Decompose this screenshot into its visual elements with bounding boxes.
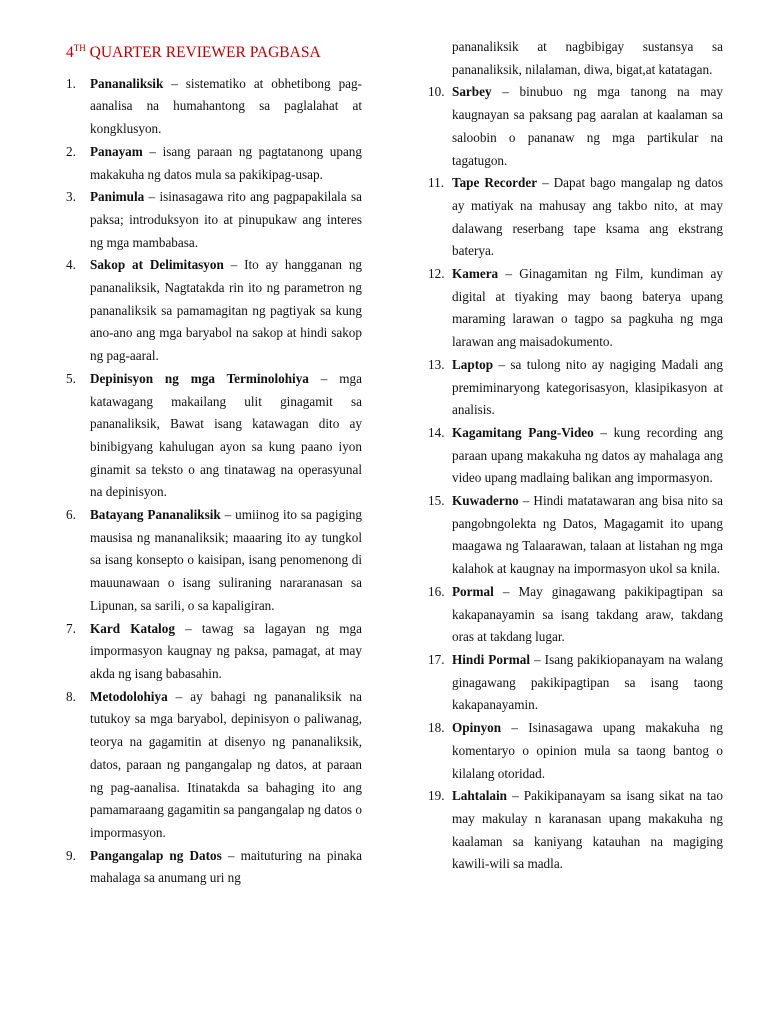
item-number: 6.	[66, 507, 76, 523]
item-number: 10.	[428, 84, 445, 100]
item-number: 2.	[66, 143, 76, 159]
list-item	[428, 717, 723, 785]
item-term: Sarbey	[452, 84, 492, 100]
list-item	[428, 354, 723, 422]
item-number: 7.	[66, 620, 76, 636]
item-number: 11.	[428, 175, 444, 191]
list-item	[66, 845, 362, 890]
item-definition: – binubuo ng mga tanong na may kaugnayan sa paksang pag aaralan at kaalaman sa saloobin o pananaw ng mga partikular na tagatugon.	[452, 84, 723, 168]
item-definition: – maituturing na pinaka mahalaga sa anumang uri ng	[90, 847, 362, 886]
item-term: Panayam	[90, 143, 143, 159]
item-number: 15.	[428, 493, 445, 509]
list-item	[66, 186, 362, 254]
list-item	[66, 686, 362, 845]
item-number: 19.	[428, 788, 445, 804]
item-definition: – tawag sa lagayan ng mga impormasyon kaugnay ng paksa, pamagat, at may akda ng isang babasahin.	[90, 620, 362, 681]
item-definition: – ay bahagi ng pananaliksik na tutukoy sa mga baryabol, depinisyon o paliwanag, teorya na gagamitin at disenyo ng pananaliksik, datos, paraan ng pangangalap ng datos, at paraan ng pag-aanalisa. Itinatakda sa bahaging ito ang pamamaraang gagamitin sa pangangalap ng datos o impormasyon.	[90, 688, 362, 840]
item-term: Pormal	[452, 583, 494, 599]
item-definition: – May ginagawang pakikipagtipan sa kakapanayamin sa isang takdang araw, takdang oras at takdang lugar.	[452, 583, 723, 645]
item-term: Kard Katalog	[90, 620, 175, 636]
item-number: 13.	[428, 356, 445, 372]
item-number: 17.	[428, 651, 445, 667]
item-term: Pangangalap ng Datos	[90, 847, 222, 863]
item-term: Kuwaderno	[452, 493, 519, 509]
list-item	[66, 141, 362, 186]
list-item	[428, 581, 723, 649]
item-number: 16.	[428, 583, 445, 599]
item-term: Opinyon	[452, 720, 502, 736]
item-definition: – isinasagawa rito ang pagpapakilala sa paksa; introduksyon ito at pinupukaw ang interes ng mga mambabasa.	[90, 189, 362, 250]
item-number: 5.	[66, 370, 76, 386]
left-column	[66, 36, 362, 890]
title-superscript: TH	[73, 43, 86, 53]
item-definition: – mga katawagang makailang ulit ginagamit sa pananaliksik, Bawat isang katawagan dito ay binibigyang kahulugan ayon sa kung paano iyon ginamit sa teksto o ang tinatawag na operasyunal na depinisyon.	[90, 370, 362, 500]
item-term: Sakop at Delimitasyon	[90, 257, 224, 273]
item-term: Kagamitang Pang-Video	[452, 424, 594, 440]
item-term: Tape Recorder	[452, 175, 538, 191]
item-term: Lahtalain	[452, 788, 507, 804]
list-item	[428, 172, 723, 263]
item-term: Metodolohiya	[90, 688, 168, 704]
list-item	[428, 422, 723, 490]
title-text: QUARTER REVIEWER PAGBASA	[85, 44, 321, 61]
list-item	[66, 368, 362, 504]
item-definition: – sistematiko at obhetibong pag-aanalisa na humahantong sa paglalahat at kongklusyon.	[90, 75, 362, 137]
title-prefix: 4	[66, 44, 74, 61]
item-number: 14.	[428, 424, 445, 440]
item-9-continuation: pananaliksik at nagbibigay sustansya sa pananaliksik, nilalaman, diwa, bigat,at katatagan.	[452, 39, 723, 77]
item-definition: – Isinasagawa upang makakuha ng komentaryo o opinion mula sa taong bantog o kilalang otoridad.	[452, 720, 723, 781]
item-term: Hindi Pormal	[452, 651, 531, 667]
item-definition: – Hindi matatawaran ang bisa nito sa pangobngolekta ng Datos, Magagamit ito upang maagawa ng Talaarawan, talaan at listahan ng mga kalahok at kaugnay na impormasyon ukol sa knila.	[452, 493, 723, 577]
term-list-left	[66, 73, 362, 890]
item-term: Kamera	[452, 266, 499, 282]
item-term: Depinisyon ng mga Terminolohiya	[90, 370, 309, 386]
item-number: 12.	[428, 266, 445, 282]
item-number: 18.	[428, 720, 445, 736]
page-title	[66, 37, 362, 65]
item-term: Laptop	[452, 356, 494, 372]
item-number: 3.	[66, 189, 76, 205]
list-item	[66, 73, 362, 141]
item-term: Panimula	[90, 189, 145, 205]
item-definition: – Ginagamitan ng Film, kundiman ay digital at tiyaking may baong baterya upang maraming larawan o tagpo sa pagkuha ng mga larawan ang maisadokumento.	[452, 266, 723, 350]
list-item	[66, 254, 362, 368]
item-definition: – Isang pakikiopanayam na walang ginagawang pakikipagtipan sa isang taong kakapanayamin.	[452, 651, 724, 713]
list-item	[66, 618, 362, 686]
list-item	[66, 504, 362, 618]
item-definition: – Ito ay hangganan ng pananaliksik, Nagtatakda rin ito ng parametron ng pananaliksik sa pamamagitan ng pagtiyak sa kung ano-ano ang mga baryabol na sakop at hindi sakop ng pag-aaral.	[90, 257, 363, 364]
list-item	[428, 490, 723, 581]
item-number: 4.	[66, 257, 76, 273]
item-term: Pananaliksik	[90, 75, 164, 91]
term-list-right	[428, 81, 723, 876]
item-term: Batayang Pananaliksik	[90, 507, 221, 523]
item-definition: – isang paraan ng pagtatanong upang makakuha ng datos mula sa pakikipag-usap.	[90, 143, 362, 182]
item-definition: – Pakikipanayam sa isang sikat na tao may makulay n karanasan upang makakuha ng kaalaman sa kaniyang katauhan na magiging kawili-wili sa madla.	[452, 788, 723, 872]
list-item	[428, 649, 723, 717]
list-item	[428, 81, 723, 172]
item-definition: – kung recording ang paraan upang makakuha ng datos ay mahalaga ang video upang madlaing balikan ang impormasyon.	[452, 424, 723, 486]
item-definition: – umiinog ito sa pagiging mausisa ng mananaliksik; maaaring ito ay tungkol sa isang konsepto o kaisipan, isang penomenong di mauunawaan o isang suliraning nararanasan sa Lipunan, sa sarili, o sa kapaligiran.	[90, 507, 362, 613]
item-definition: – Dapat bago mangalap ng datos ay matiyak na mahusay ang takbo nito, at may dalawang reserbang tape ksama ang ekstrang baterya.	[452, 175, 723, 259]
item-number: 1.	[66, 75, 76, 91]
item-definition: – sa tulong nito ay nagiging Madali ang premiminaryong kategorisasyon, klasipikasyon at analisis.	[452, 356, 723, 418]
item-number: 8.	[66, 688, 76, 704]
list-item	[428, 785, 723, 876]
right-column	[428, 36, 723, 876]
list-item	[428, 263, 723, 354]
item-number: 9.	[66, 847, 76, 863]
